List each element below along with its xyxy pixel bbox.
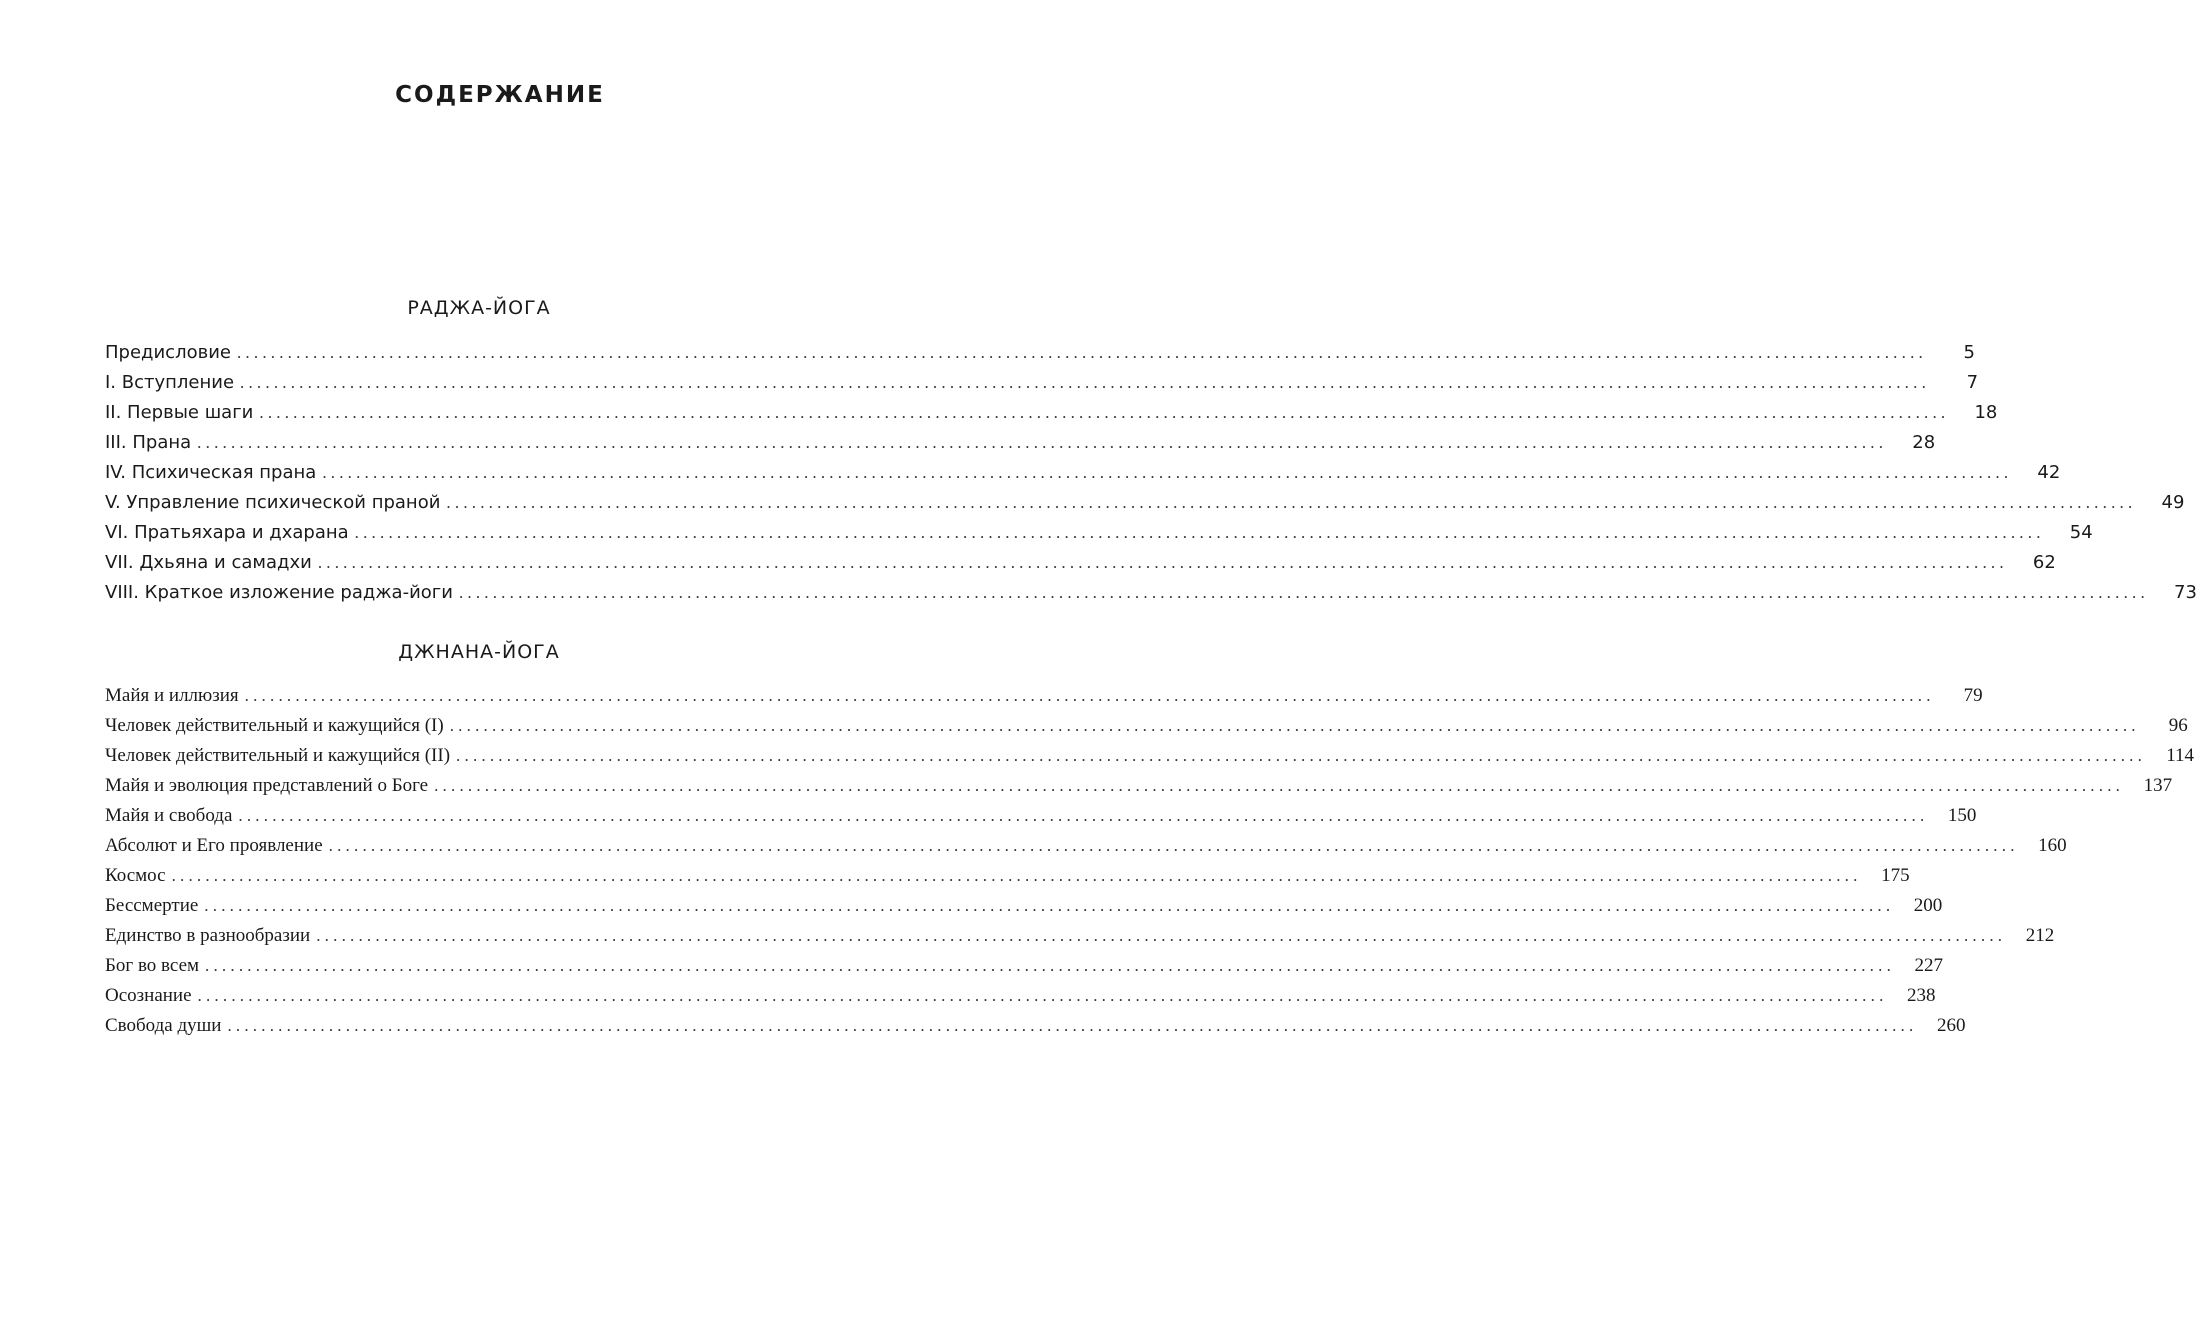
toc-entry-page-number: 114 bbox=[2166, 745, 2195, 766]
toc-list-raja-yoga bbox=[105, 338, 2197, 608]
dot-leader: ........................................................................................................................................................................................................ bbox=[244, 686, 1935, 705]
toc-entry bbox=[105, 398, 1998, 428]
toc-entry-title: Бог во всем bbox=[105, 955, 200, 976]
toc-entry-title: Майя и свобода bbox=[105, 805, 233, 826]
dot-leader: ........................................................................................................................................................................................................ bbox=[328, 836, 2019, 855]
toc-entry-page-number: 175 bbox=[1881, 865, 1910, 886]
toc-entry-title: IV. Психическая прана bbox=[105, 462, 317, 483]
toc-entry bbox=[105, 1011, 1966, 1041]
toc-entry bbox=[105, 681, 1983, 711]
toc-entry bbox=[105, 891, 1943, 921]
toc-entry bbox=[105, 921, 2055, 951]
toc-entry-page-number: 238 bbox=[1907, 985, 1936, 1006]
toc-entry bbox=[105, 518, 2093, 548]
toc-entry bbox=[105, 801, 1977, 831]
dot-leader: ........................................................................................................................................................................................................ bbox=[240, 373, 1931, 392]
toc-entry-title: Абсолют и Его проявление bbox=[105, 835, 323, 856]
toc-entry-page-number: 137 bbox=[2143, 775, 2173, 796]
toc-list-jnana-yoga bbox=[105, 681, 2195, 1041]
toc-entry-page-number: 96 bbox=[2168, 715, 2188, 736]
section-title-raja-yoga: РАДЖА-ЙОГА bbox=[407, 297, 551, 319]
dot-leader: ........................................................................................................................................................................................................ bbox=[434, 776, 2125, 795]
toc-entry-page-number: 160 bbox=[2038, 835, 2067, 856]
dot-leader: ........................................................................................................................................................................................................ bbox=[446, 493, 2137, 512]
toc-entry-title: VIII. Краткое изложение раджа-йоги bbox=[105, 582, 453, 603]
dot-leader: ........................................................................................................................................................................................................ bbox=[322, 463, 2013, 482]
toc-entry bbox=[105, 981, 1936, 1011]
dot-leader: ........................................................................................................................................................................................................ bbox=[227, 1016, 1918, 1035]
toc-entry-title: Предисловие bbox=[105, 342, 231, 363]
dot-leader: ........................................................................................................................................................................................................ bbox=[449, 716, 2140, 735]
dot-leader: ........................................................................................................................................................................................................ bbox=[236, 343, 1927, 362]
toc-entry bbox=[105, 368, 1979, 398]
toc-entry-page-number: 28 bbox=[1912, 432, 1936, 453]
toc-entry-title: I. Вступление bbox=[105, 372, 235, 393]
section-title-jnana-yoga: ДЖНАНА-ЙОГА bbox=[398, 641, 560, 663]
dot-leader: ........................................................................................................................................................................................................ bbox=[171, 866, 1862, 885]
dot-leader: ........................................................................................................................................................................................................ bbox=[316, 926, 2007, 945]
toc-entry bbox=[105, 338, 1975, 368]
toc-entry bbox=[105, 771, 2173, 801]
toc-entry-page-number: 260 bbox=[1936, 1015, 1966, 1036]
toc-entry bbox=[105, 861, 1910, 891]
toc-entry bbox=[105, 428, 1936, 458]
toc-entry-page-number: 62 bbox=[2032, 552, 2056, 573]
toc-entry bbox=[105, 488, 2185, 518]
toc-entry bbox=[105, 458, 2061, 488]
dot-leader: ........................................................................................................................................................................................................ bbox=[205, 956, 1896, 975]
toc-entry bbox=[105, 741, 2195, 771]
toc-entry bbox=[105, 578, 2197, 608]
dot-leader: ........................................................................................................................................................................................................ bbox=[458, 583, 2149, 602]
toc-entry-title: Майя и иллюзия bbox=[105, 685, 239, 706]
dot-leader: ........................................................................................................................................................................................................ bbox=[197, 986, 1888, 1005]
toc-entry-title: VI. Пратьяхара и дхарана bbox=[105, 522, 349, 543]
toc-entry-title: Бессмертие bbox=[105, 895, 199, 916]
dot-leader: ........................................................................................................................................................................................................ bbox=[317, 553, 2008, 572]
dot-leader: ........................................................................................................................................................................................................ bbox=[204, 896, 1895, 915]
page-title: СОДЕРЖАНИЕ bbox=[395, 82, 605, 108]
toc-entry-page-number: 7 bbox=[1966, 372, 1979, 393]
dot-leader: ........................................................................................................................................................................................................ bbox=[259, 403, 1950, 422]
toc-entry-title: Свобода души bbox=[105, 1015, 222, 1036]
toc-entry-page-number: 5 bbox=[1963, 342, 1975, 363]
toc-entry-title: Человек действительный и кажущийся (I) bbox=[105, 715, 444, 736]
toc-entry-page-number: 42 bbox=[2037, 462, 2061, 483]
toc-entry-title: Осознание bbox=[105, 985, 192, 1006]
toc-entry-page-number: 54 bbox=[2069, 522, 2093, 543]
dot-leader: ........................................................................................................................................................................................................ bbox=[238, 806, 1929, 825]
toc-entry-title: Человек действительный и кажущийся (II) bbox=[105, 745, 451, 766]
toc-entry-title: V. Управление психической праной bbox=[105, 492, 441, 513]
dot-leader: ........................................................................................................................................................................................................ bbox=[197, 433, 1888, 452]
toc-entry-title: VII. Дхьяна и самадхи bbox=[105, 552, 312, 573]
toc-entry-title: Майя и эволюция представлений о Боге bbox=[105, 775, 429, 796]
toc-entry bbox=[105, 831, 2067, 861]
dot-leader: ........................................................................................................................................................................................................ bbox=[456, 746, 2147, 765]
toc-entry-page-number: 200 bbox=[1913, 895, 1943, 916]
toc-entry-title: Космос bbox=[105, 865, 166, 886]
toc-entry bbox=[105, 548, 2056, 578]
toc-entry-title: III. Прана bbox=[105, 432, 192, 453]
toc-entry-page-number: 150 bbox=[1947, 805, 1977, 826]
toc-entry-page-number: 18 bbox=[1974, 402, 1998, 423]
toc-entry-page-number: 212 bbox=[2025, 925, 2055, 946]
toc-entry-page-number: 227 bbox=[1914, 955, 1944, 976]
dot-leader: ........................................................................................................................................................................................................ bbox=[354, 523, 2045, 542]
toc-entry bbox=[105, 951, 1944, 981]
toc-entry-title: II. Первые шаги bbox=[105, 402, 254, 423]
toc-entry bbox=[105, 711, 2188, 741]
toc-entry-page-number: 79 bbox=[1963, 685, 1983, 706]
toc-entry-title: Единство в разнообразии bbox=[105, 925, 311, 946]
toc-entry-page-number: 73 bbox=[2174, 582, 2197, 603]
toc-entry-page-number: 49 bbox=[2161, 492, 2185, 513]
